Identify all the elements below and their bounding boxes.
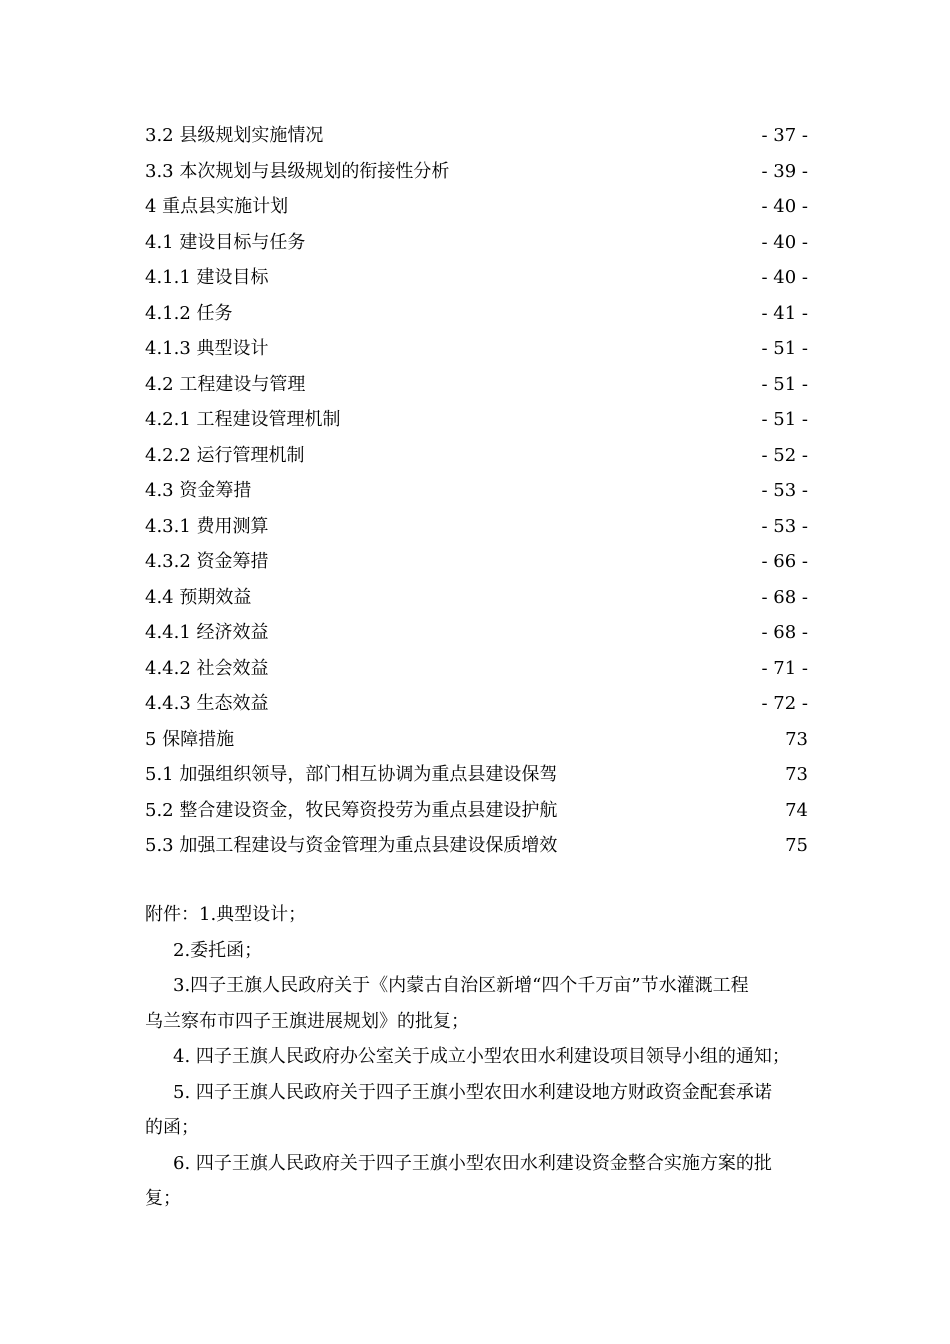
appendix-list xyxy=(145,897,825,1217)
toc-entry-page: - 71 - xyxy=(761,657,808,679)
toc-entry-page: - 52 - xyxy=(761,444,808,466)
toc-entry-page: - 68 - xyxy=(761,586,808,608)
toc-entry-page: 73 xyxy=(785,728,808,750)
table-of-contents xyxy=(145,118,808,864)
toc-entry-page: - 39 - xyxy=(761,160,808,182)
toc-entry-title: 5.3 加强工程建设与资金管理为重点县建设保质增效 xyxy=(145,835,558,856)
toc-entry-title: 4.2.1 工程建设管理机制 xyxy=(145,409,341,430)
toc-entry[interactable] xyxy=(145,828,808,864)
toc-entry-page: - 40 - xyxy=(761,231,808,253)
toc-entry-title: 4.3 资金筹措 xyxy=(145,480,252,501)
toc-entry-title: 4.1.2 任务 xyxy=(145,302,233,324)
toc-entry[interactable] xyxy=(145,367,808,403)
toc-entry-page: - 68 - xyxy=(761,622,808,643)
toc-entry-page: - 37 - xyxy=(761,125,808,146)
appendix-line: 乌兰察布市四子王旗进展规划》的批复； xyxy=(145,1010,469,1032)
toc-entry[interactable] xyxy=(145,509,808,545)
toc-entry-title: 5.2 整合建设资金，牧民筹资投劳为重点县建设护航 xyxy=(145,799,558,821)
toc-entry-title: 4.4.1 经济效益 xyxy=(145,622,269,643)
toc-entry-title: 4.3.2 资金筹措 xyxy=(145,551,269,572)
appendix-line: 复； xyxy=(145,1188,181,1209)
toc-entry-page: 74 xyxy=(785,799,808,821)
toc-entry-title: 4 重点县实施计划 xyxy=(145,196,289,217)
toc-entry-title: 5.1 加强组织领导，部门相互协调为重点县建设保驾 xyxy=(145,764,558,785)
toc-entry-page: - 53 - xyxy=(761,515,808,537)
appendix-line: 4. 四子王旗人民政府办公室关于成立小型农田水利建设项目领导小组的通知； xyxy=(173,1046,790,1067)
appendix-line: 6. 四子王旗人民政府关于四子王旗小型农田水利建设资金整合实施方案的批 xyxy=(173,1152,772,1174)
appendix-line: 5. 四子王旗人民政府关于四子王旗小型农田水利建设地方财政资金配套承诺 xyxy=(173,1081,772,1103)
toc-entry-title: 3.3 本次规划与县级规划的衔接性分析 xyxy=(145,160,450,182)
toc-entry[interactable] xyxy=(145,296,808,332)
toc-entry-title: 4.2.2 运行管理机制 xyxy=(145,444,305,466)
toc-entry[interactable] xyxy=(145,793,808,829)
appendix-line: 附件：1.典型设计； xyxy=(145,904,307,925)
toc-entry[interactable] xyxy=(145,154,808,190)
toc-entry-title: 3.2 县级规划实施情况 xyxy=(145,125,324,146)
toc-entry-page: - 51 - xyxy=(761,338,808,359)
toc-entry[interactable] xyxy=(145,544,808,580)
toc-entry-title: 4.4.3 生态效益 xyxy=(145,693,269,714)
toc-entry[interactable] xyxy=(145,757,808,793)
appendix-line: 3.四子王旗人民政府关于《内蒙古自治区新增“四个千万亩”节水灌溉工程 xyxy=(173,975,749,996)
toc-entry[interactable] xyxy=(145,189,808,225)
toc-entry-page: - 66 - xyxy=(761,551,808,572)
toc-entry-title: 4.3.1 费用测算 xyxy=(145,515,269,537)
toc-entry[interactable] xyxy=(145,722,808,758)
toc-entry-title: 4.4 预期效益 xyxy=(145,586,252,608)
toc-entry[interactable] xyxy=(145,402,808,438)
toc-entry-title: 4.1.3 典型设计 xyxy=(145,338,269,359)
toc-entry[interactable] xyxy=(145,651,808,687)
toc-entry[interactable] xyxy=(145,118,808,154)
toc-entry-page: - 51 - xyxy=(761,373,808,395)
toc-entry-page: - 51 - xyxy=(761,409,808,430)
toc-entry[interactable] xyxy=(145,331,808,367)
toc-entry-page: - 41 - xyxy=(761,302,808,324)
toc-entry[interactable] xyxy=(145,473,808,509)
toc-entry-page: - 40 - xyxy=(761,267,808,288)
toc-entry[interactable] xyxy=(145,438,808,474)
appendix-line: 2.委托函； xyxy=(173,939,263,961)
toc-entry-page: - 53 - xyxy=(761,480,808,501)
toc-entry-title: 4.2 工程建设与管理 xyxy=(145,373,306,395)
toc-entry-title: 4.4.2 社会效益 xyxy=(145,657,269,679)
toc-entry-title: 5 保障措施 xyxy=(145,728,235,750)
toc-entry-title: 4.1 建设目标与任务 xyxy=(145,231,306,253)
appendix-line: 的函； xyxy=(145,1117,199,1138)
toc-entry-page: - 40 - xyxy=(761,196,808,217)
toc-entry[interactable] xyxy=(145,615,808,651)
toc-entry[interactable] xyxy=(145,580,808,616)
toc-entry[interactable] xyxy=(145,225,808,261)
toc-entry-page: 75 xyxy=(785,835,808,856)
toc-entry-title: 4.1.1 建设目标 xyxy=(145,267,269,288)
toc-entry-page: - 72 - xyxy=(761,693,808,714)
toc-entry-page: 73 xyxy=(785,764,808,785)
toc-entry[interactable] xyxy=(145,686,808,722)
toc-entry[interactable] xyxy=(145,260,808,296)
